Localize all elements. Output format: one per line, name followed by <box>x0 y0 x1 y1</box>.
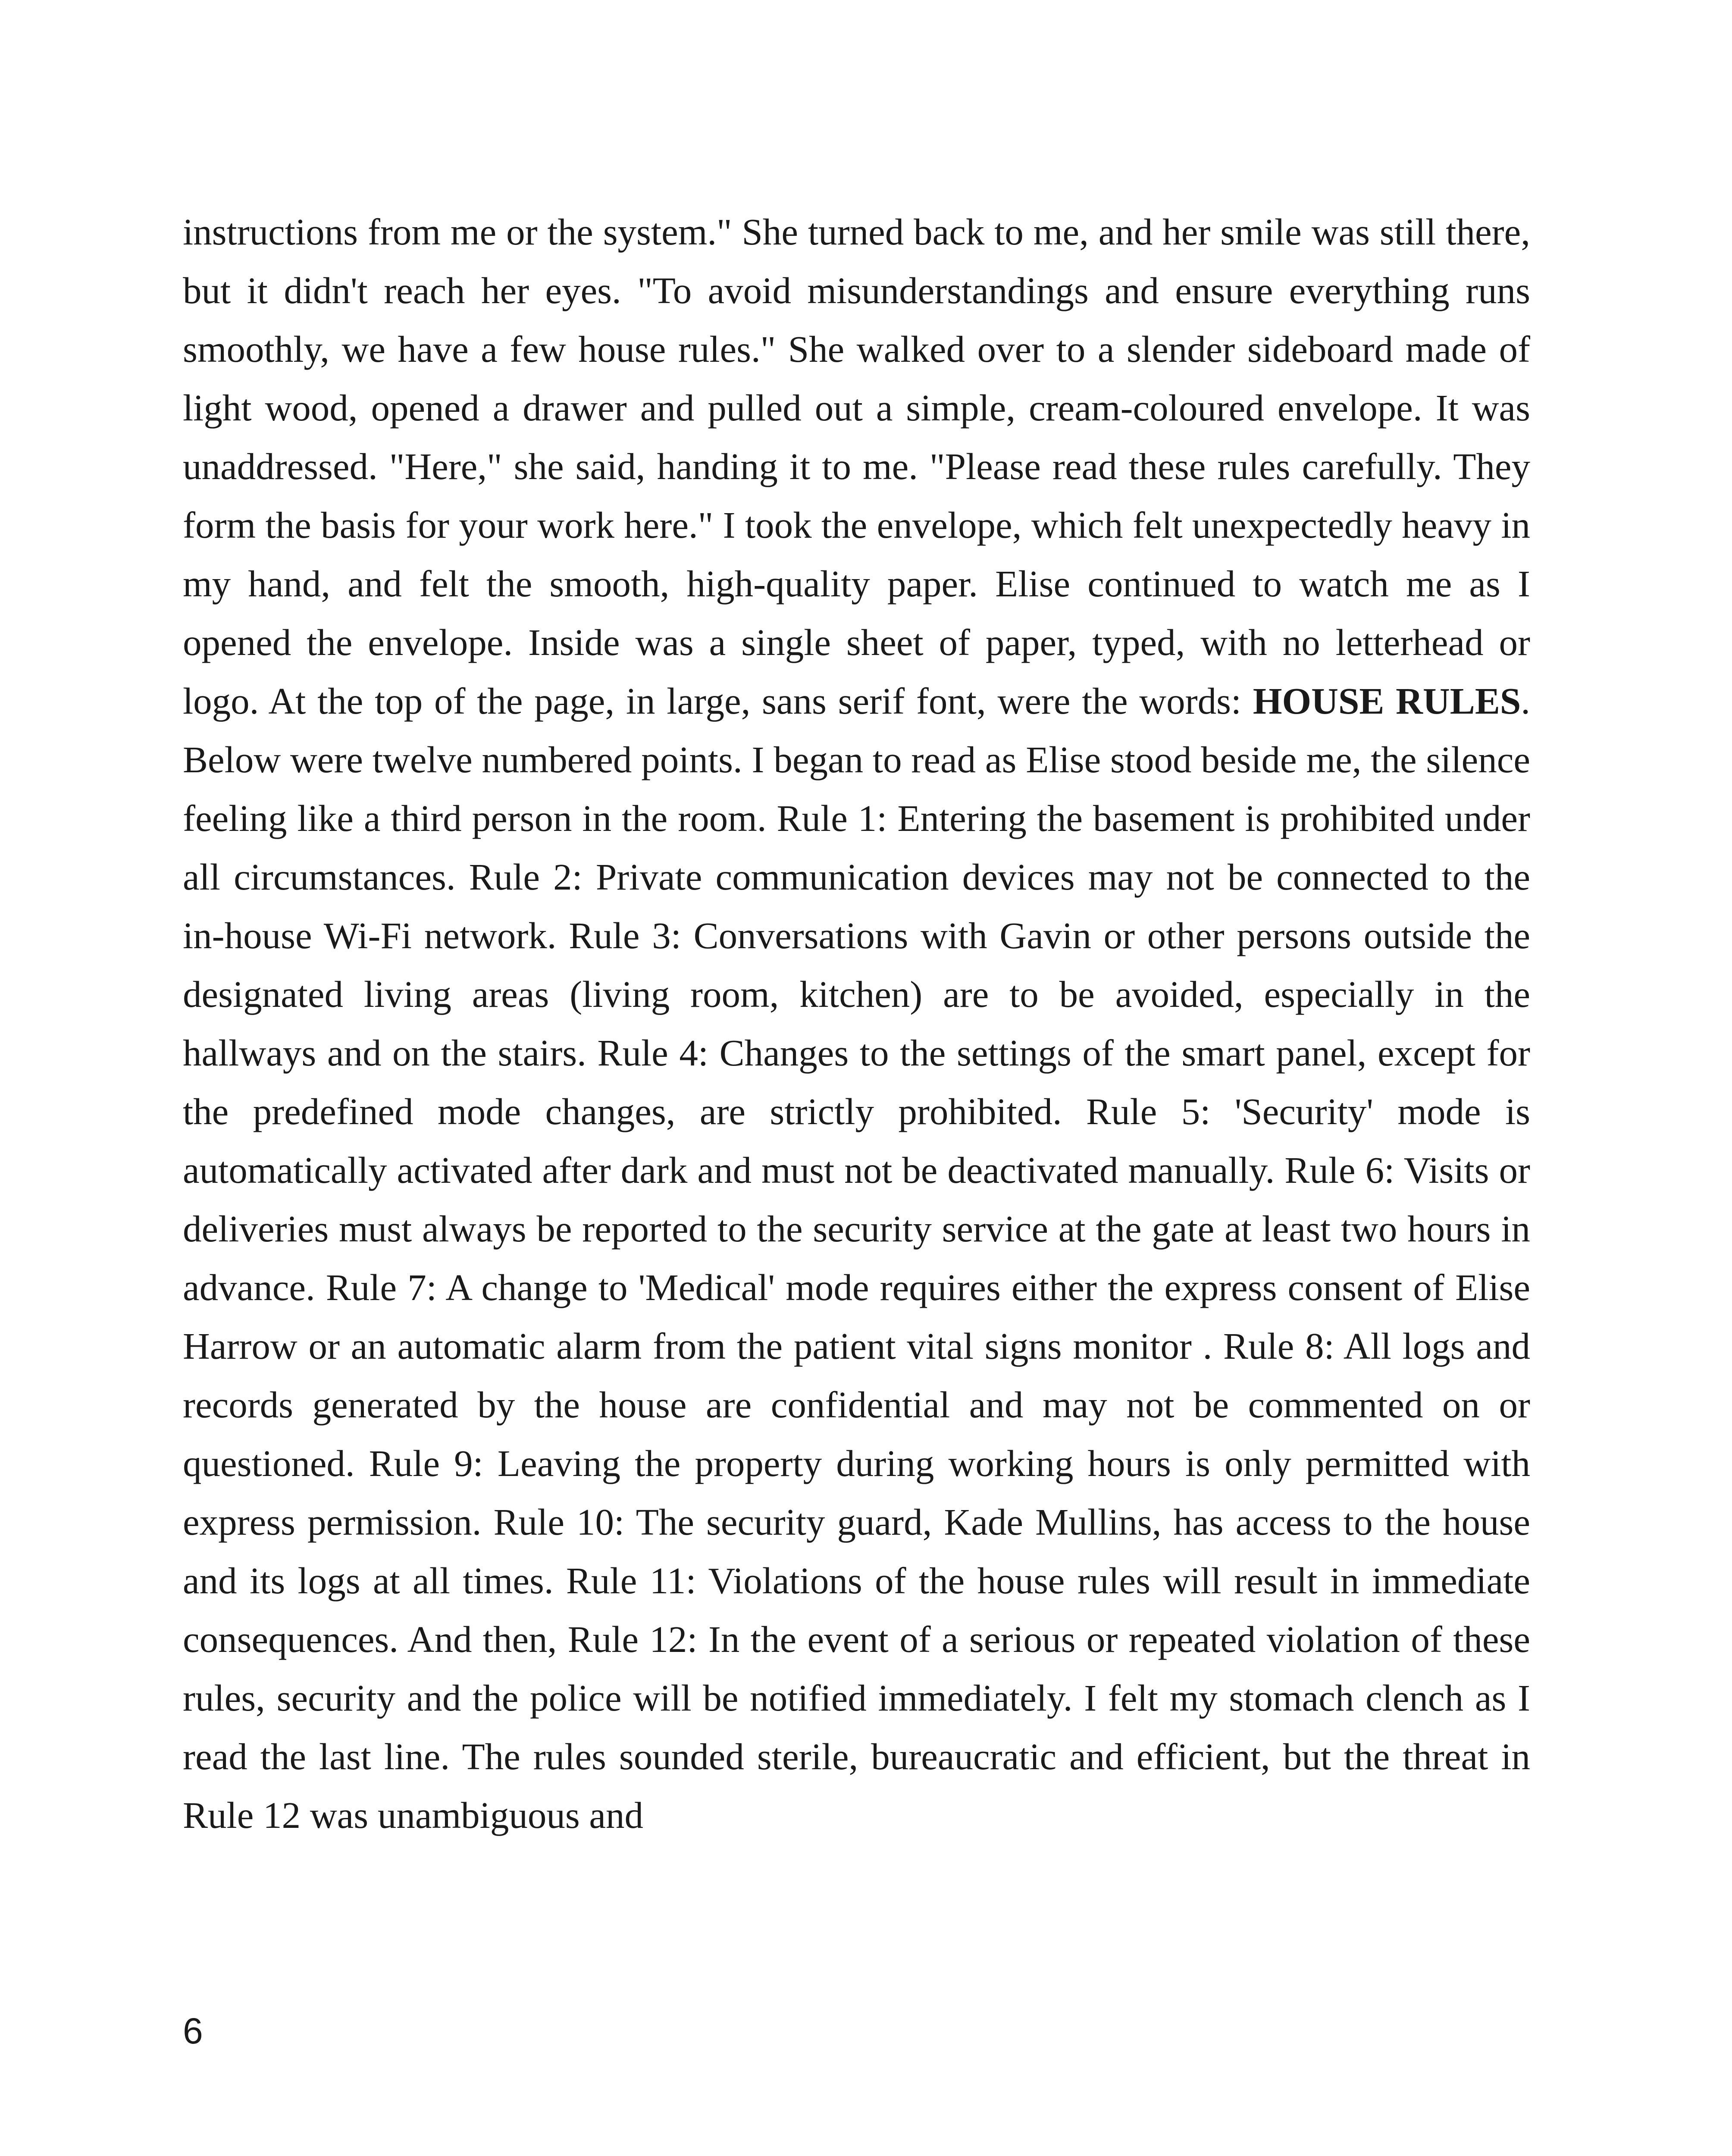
paragraph-text-after: . Below were twelve numbered points. I began to read as Elise stood beside me, the silence feeling like a third person in the room. Rule 1: Entering the basement is prohibited under all circumstances. Rule 2: Private communication devices may not be connected to the in-house Wi-Fi network. Rule 3: Conversations with Gavin or other persons outside the designated living areas (living room, kitchen) are to be avoided, especially in the hallways and on the stairs. Rule 4: Changes to the settings of the smart panel, except for the predefined mode changes, are strictly prohibited. Rule 5: 'Security' mode is automatically activated after dark and must not be deactivated manually. Rule 6: Visits or deliveries must always be reported to the security service at the gate at least two hours in advance. Rule 7: A change to 'Medical' mode requires either the express consent of Elise Harrow or an automatic alarm from the patient vital signs monitor . Rule 8: All logs and records generated by the house are confidential and may not be commented on or questioned. Rule 9: Leaving the property during working hours is only permitted with express permission. Rule 10: The security guard, Kade Mullins, has access to the house and its logs at all times. Rule 11: Violations of the house rules will result in immediate consequences. And then, Rule 12: In the event of a serious or repeated violation of these rules, security and the police will be notified immediately. I felt my stomach clench as I read the last line. The rules sounded sterile, bureaucratic and efficient, but the threat in Rule 12 was unambiguous and <box>183 680 1531 1836</box>
house-rules-heading: HOUSE RULES <box>1253 680 1521 722</box>
body-paragraph <box>183 203 1530 1845</box>
paragraph-text-before: instructions from me or the system." She turned back to me, and her smile was still there, but it didn't reach her eyes. "To avoid misunderstandings and ensure everything runs smoothly, we have a few house rules." She walked over to a slender sideboard made of light wood, opened a drawer and pulled out a simple, cream-coloured envelope. It was unaddressed. "Here," she said, handing it to me. "Please read these rules carefully. They form the basis for your work here." I took the envelope, which felt unexpectedly heavy in my hand, and felt the smooth, high-quality paper. Elise continued to watch me as I opened the envelope. Inside was a single sheet of paper, typed, with no letterhead or logo. At the top of the page, in large, sans serif font, were the words: <box>183 211 1530 722</box>
page-number: 6 <box>183 2011 203 2051</box>
body-text <box>183 203 1530 1845</box>
